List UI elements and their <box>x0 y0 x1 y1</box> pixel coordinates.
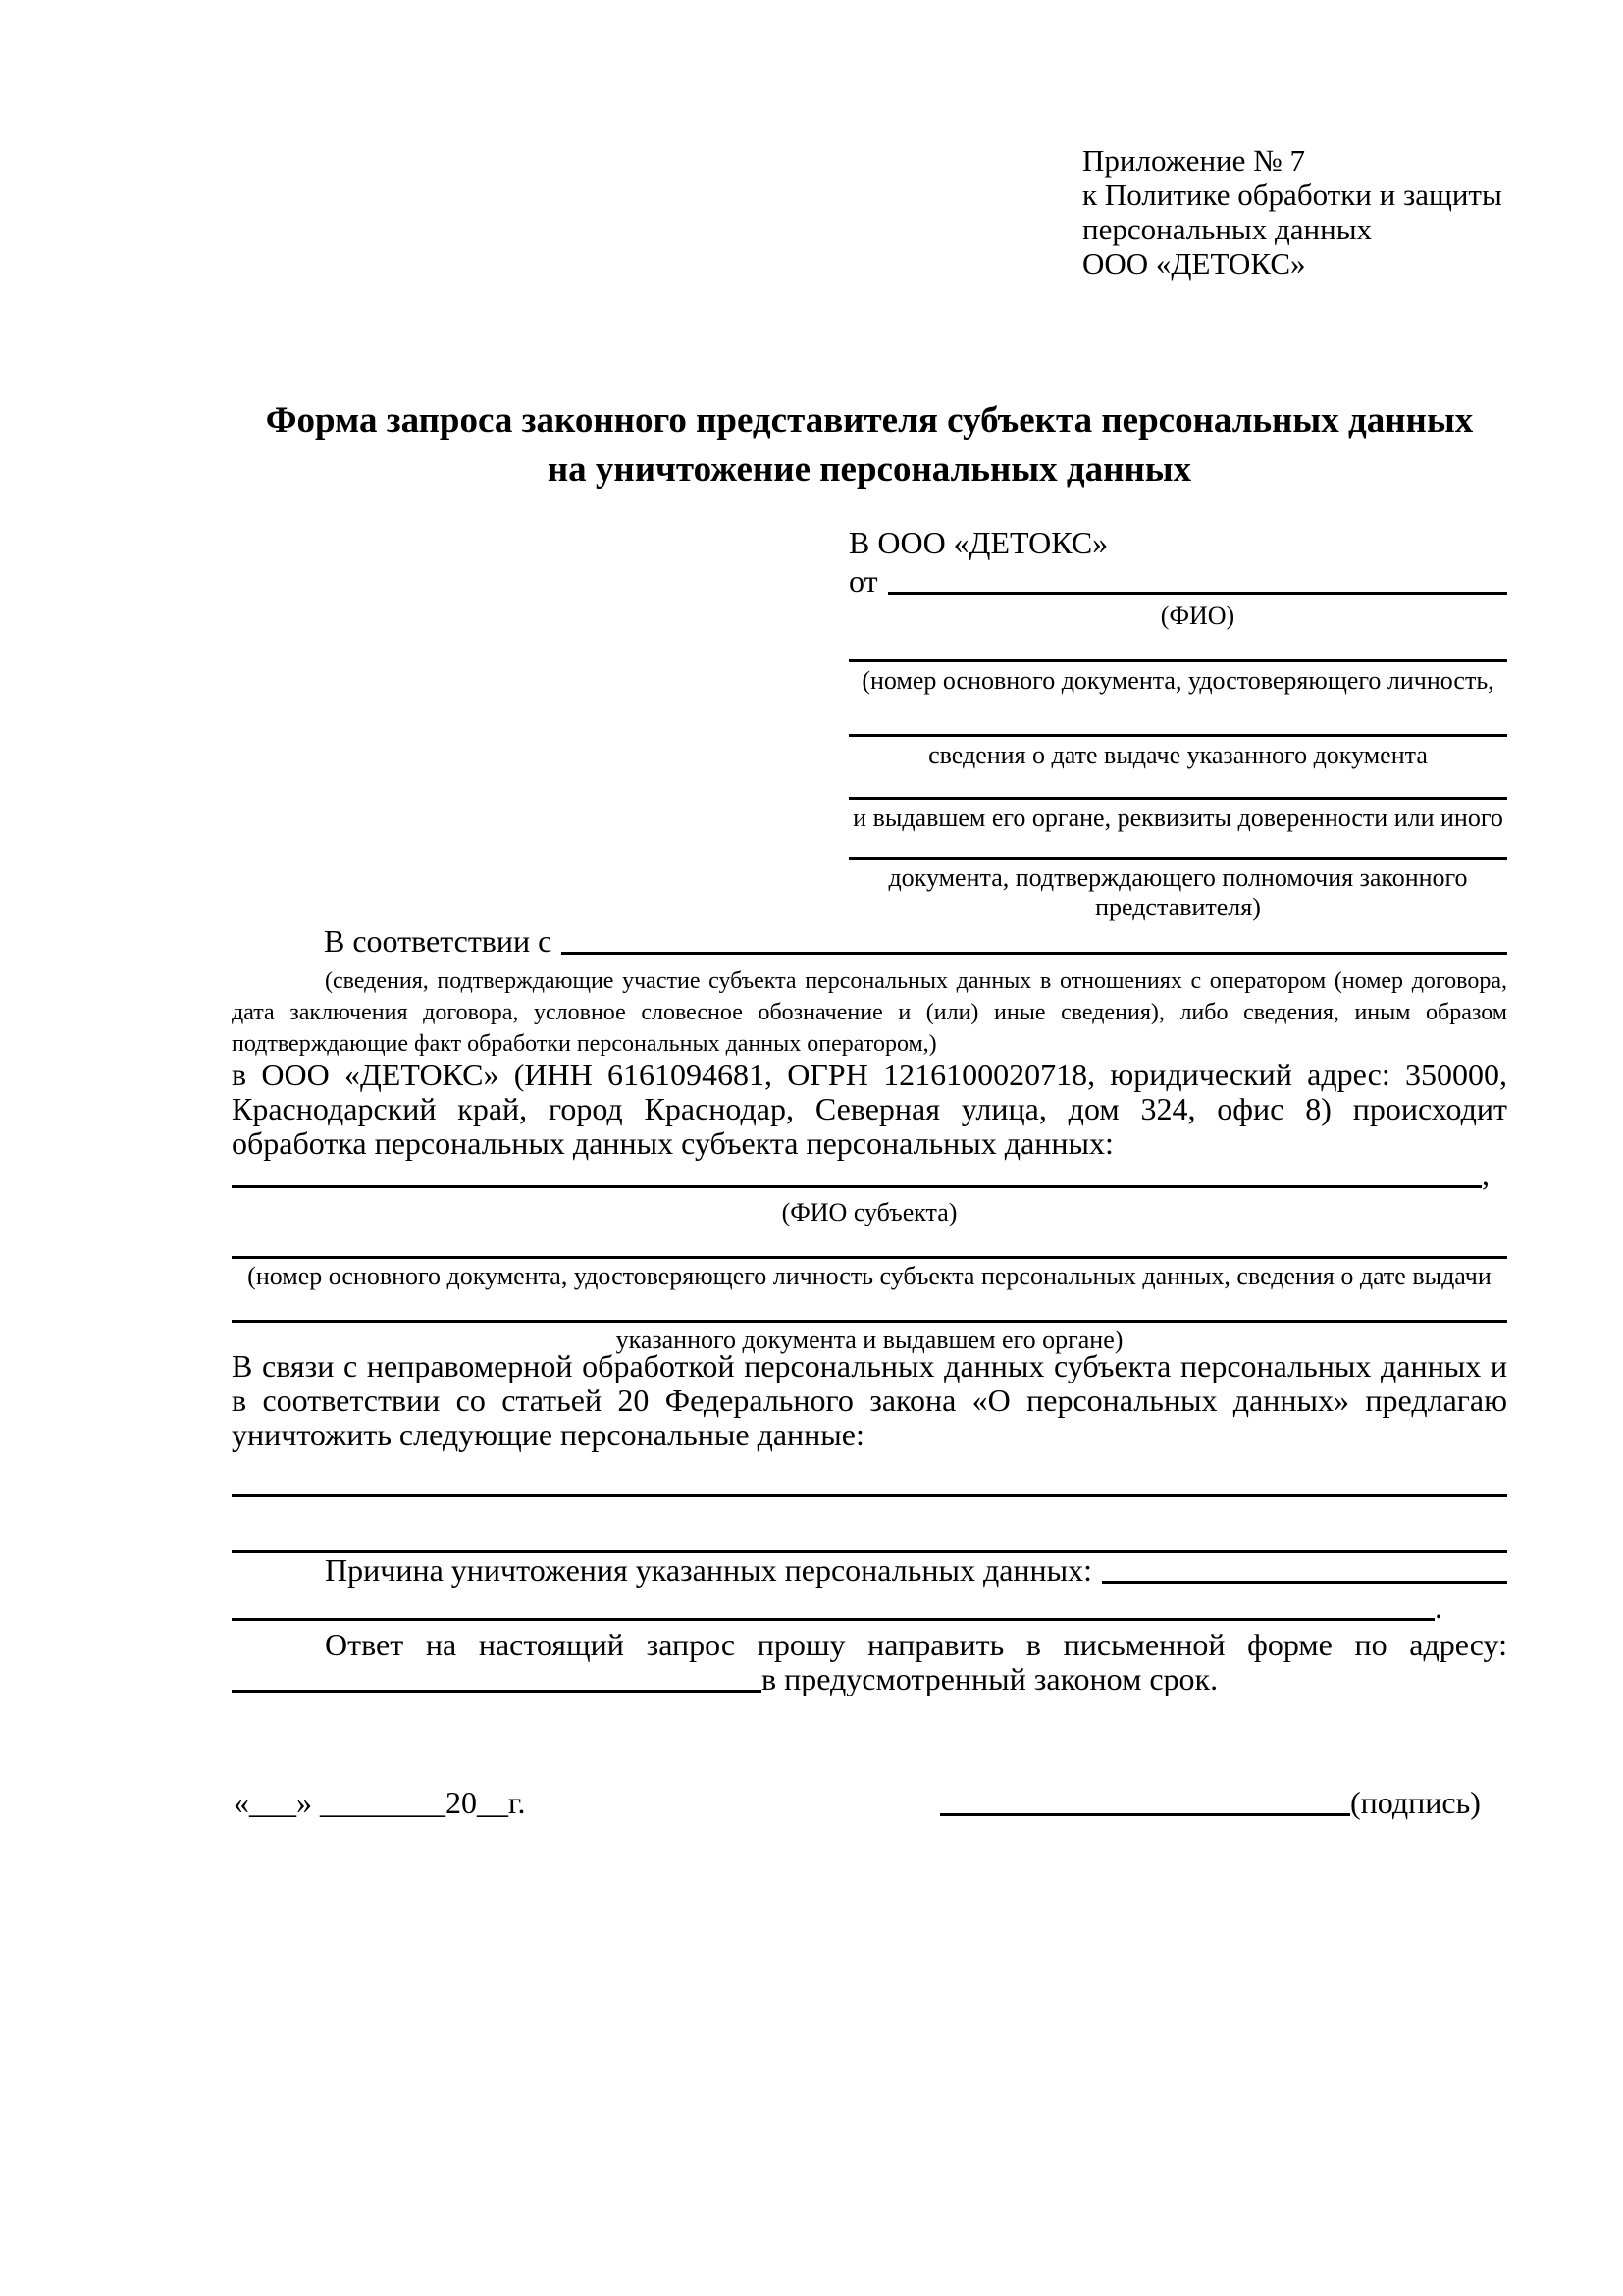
subject-fio-line[interactable] <box>232 1185 1482 1188</box>
reason-fill-line[interactable] <box>1102 1581 1507 1584</box>
id-doc-line-4[interactable] <box>849 822 1507 860</box>
response-address-line[interactable] <box>232 1690 761 1693</box>
subject-doc-line-2[interactable] <box>232 1285 1507 1323</box>
addressee-to: В ООО «ДЕТОКС» <box>849 525 1109 560</box>
appendix-header-line: персональных данных <box>1082 212 1373 246</box>
caption-id-doc-2: сведения о дате выдаче указанного документа <box>928 741 1428 769</box>
from-fill-line[interactable] <box>888 592 1507 595</box>
operator-paragraph: в ООО «ДЕТОКС» (ИНН 6161094681, ОГРН 1216100020718, юридический адрес: 350000, Краснодарский край, город Краснодар, Северная улица, дом 324, офис 8) происходит обработка персональных данных субъекта персональных данных: <box>232 1057 1507 1161</box>
id-doc-line-3[interactable] <box>849 762 1507 800</box>
signature-line[interactable] <box>940 1813 1350 1816</box>
caption-subject-doc-2: указанного документа и выдавшем его органе) <box>615 1326 1124 1354</box>
accordance-note: (сведения, подтверждающие участие субъекта персональных данных в отношениях с оператором (номер договора, дата заключения договора, условное словесное обозначение и (или) иные сведения), либо сведения, иным образом подтверждающие факт обработки персональных данных оператором,) <box>232 968 1507 1057</box>
accordance-row <box>324 923 1507 959</box>
document-title-line2: на уничтожение персональных данных <box>547 449 1192 490</box>
data-blank-line-1[interactable] <box>232 1460 1507 1497</box>
document-title-line1: Форма запроса законного представителя субъекта персональных данных <box>265 400 1474 441</box>
appendix-header-line: Приложение № 7 <box>1082 143 1305 178</box>
date-field[interactable]: «___» ________20__г. <box>234 1785 526 1820</box>
reason-row <box>232 1553 1507 1588</box>
caption-fio: (ФИО) <box>1160 601 1235 630</box>
caption-id-doc-3: и выдавшем его органе, реквизиты доверенности или иного <box>853 804 1503 832</box>
accordance-fill-line[interactable] <box>561 952 1507 955</box>
signature-row <box>940 1786 1492 1820</box>
document-title <box>232 396 1507 495</box>
appendix-header <box>1082 143 1502 281</box>
response-paragraph: Ответ на настоящий запрос прошу направить в письменной форме по адресу: <box>325 1627 1507 1662</box>
caption-id-doc-1: (номер основного документа, удостоверяющего личность, <box>862 666 1494 695</box>
appendix-header-line: к Политике обработки и защиты <box>1082 178 1502 212</box>
id-doc-line-1[interactable] <box>849 625 1507 662</box>
data-blank-line-2[interactable] <box>232 1516 1507 1553</box>
subject-doc-line-1[interactable] <box>232 1222 1507 1259</box>
from-label: от <box>849 563 878 599</box>
response-tail: в предусмотренный законом срок. <box>761 1661 1219 1696</box>
from-row <box>849 565 1507 599</box>
signature-caption: (подпись) <box>1350 1785 1481 1820</box>
accordance-lead: В соответствии с <box>324 923 552 959</box>
reason-label: Причина уничтожения указанных персональных данных: <box>325 1552 1093 1588</box>
reason-continuation-line[interactable] <box>232 1618 1435 1621</box>
id-doc-line-2[interactable] <box>849 700 1507 737</box>
reason-period: . <box>1435 1590 1442 1625</box>
response-address-row <box>232 1662 1507 1696</box>
caption-subject-doc-1: (номер основного документа, удостоверяющего личность субъекта персональных данных, сведения о дате выдачи <box>247 1262 1492 1290</box>
request-paragraph: В связи с неправомерной обработкой персональных данных субъекта персональных данных и в соответствии со статьей 20 Федерального закона «О персональных данных» предлагаю уничтожить следующие персональные данные: <box>232 1348 1507 1452</box>
appendix-header-line: ООО «ДЕТОКС» <box>1082 246 1306 281</box>
subject-fio-comma: , <box>1482 1157 1490 1192</box>
reason-continuation-row <box>232 1591 1507 1625</box>
subject-fio-row <box>232 1158 1490 1192</box>
caption-id-doc-4: документа, подтверждающего полномочия законного представителя) <box>888 863 1468 921</box>
caption-subject-fio: (ФИО субъекта) <box>781 1198 958 1226</box>
